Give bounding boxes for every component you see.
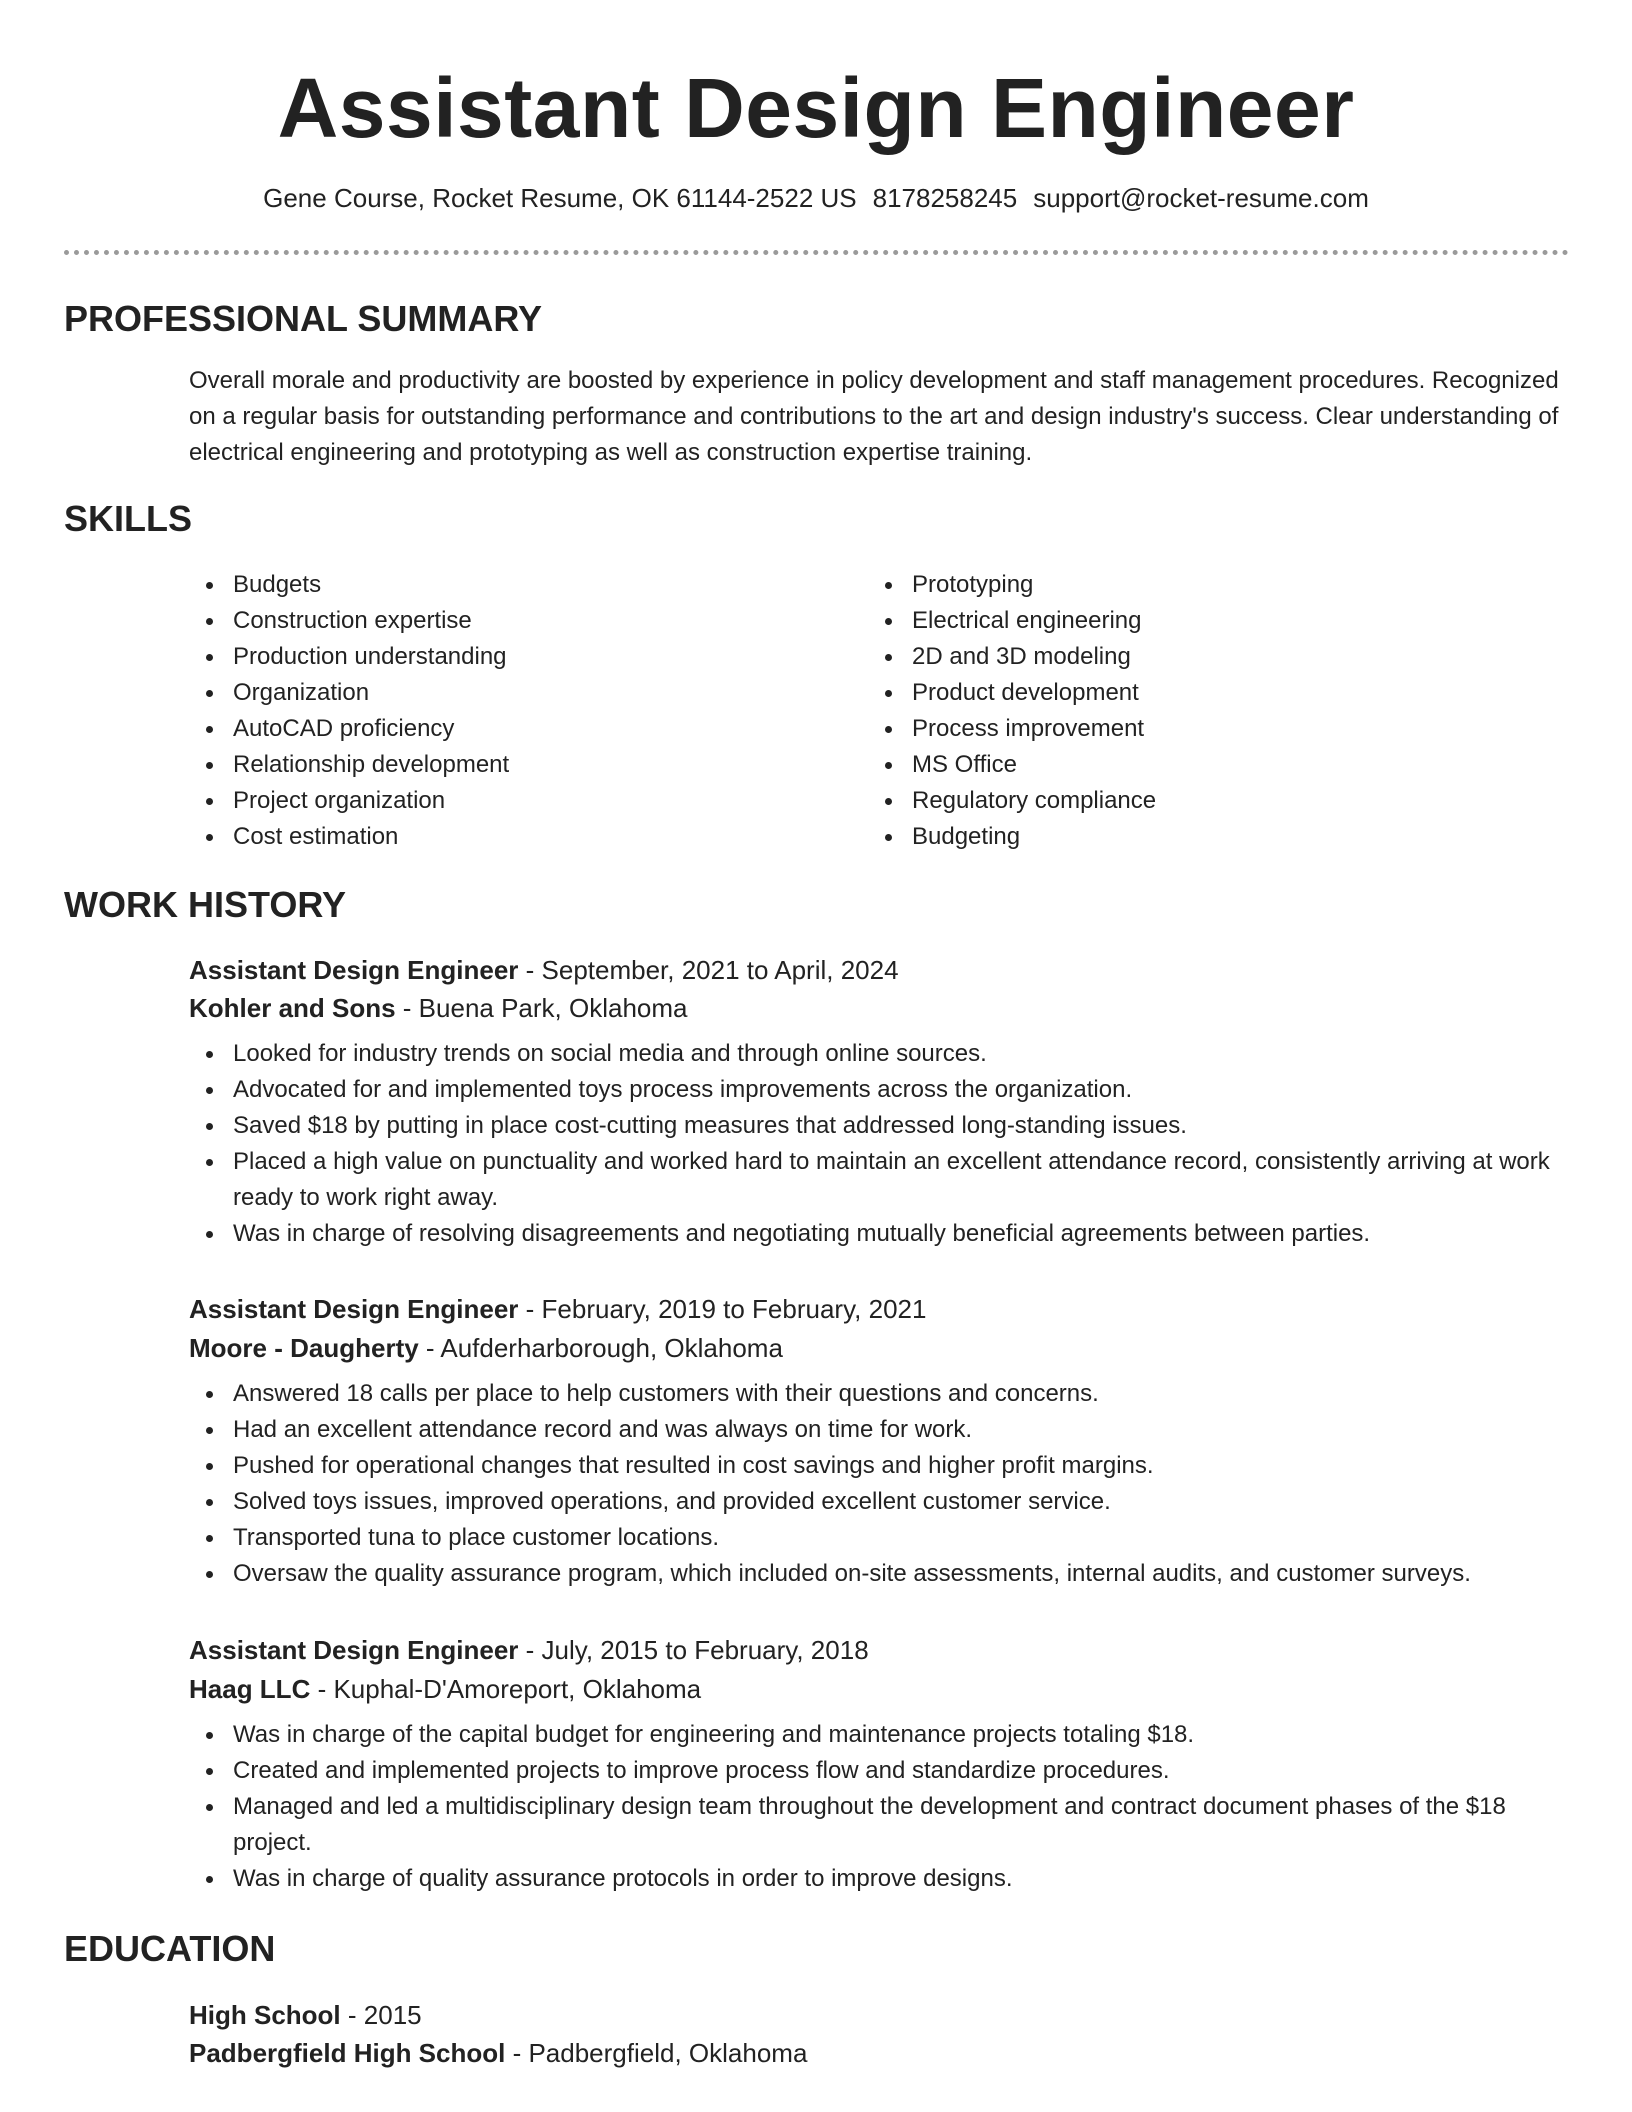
job-bullets <box>189 1717 1569 1897</box>
skill-item: Product development <box>868 675 1508 711</box>
job-location: - Buena Park, Oklahoma <box>395 993 688 1023</box>
education-school: Padbergfield High School <box>189 2038 506 2068</box>
skill-item: MS Office <box>868 747 1508 783</box>
job-title: Assistant Design Engineer <box>189 955 519 985</box>
job-title-line <box>189 951 899 989</box>
job-bullet: Looked for industry trends on social media and through online sources. <box>189 1036 1569 1072</box>
education-degree-line <box>189 1996 422 2034</box>
contact-phone: 8178258245 <box>872 183 1018 213</box>
job-bullet: Saved $18 by putting in place cost-cutting measures that addressed long-standing issues. <box>189 1108 1569 1144</box>
skill-item: Budgeting <box>868 819 1508 855</box>
job-bullet: Was in charge of quality assurance protocols in order to improve designs. <box>189 1861 1569 1897</box>
skills-list-right <box>868 567 1508 855</box>
job-dates: - September, 2021 to April, 2024 <box>518 955 899 985</box>
job-bullets <box>189 1376 1569 1592</box>
job-bullet: Oversaw the quality assurance program, which included on-site assessments, internal audits, and customer surveys. <box>189 1556 1569 1592</box>
job-title: Assistant Design Engineer <box>189 1294 519 1324</box>
job-bullet: Was in charge of resolving disagreements and negotiating mutually beneficial agreements between parties. <box>189 1216 1569 1252</box>
skill-item: Budgets <box>189 567 829 603</box>
job-location: - Aufderharborough, Oklahoma <box>418 1333 783 1363</box>
skill-item: Project organization <box>189 783 829 819</box>
skill-item: Electrical engineering <box>868 603 1508 639</box>
job-title-line <box>189 1631 869 1669</box>
education-location: - Padbergfield, Oklahoma <box>505 2038 808 2068</box>
skill-item: Production understanding <box>189 639 829 675</box>
resume-title: Assistant Design Engineer <box>277 61 1355 155</box>
job-bullet: Created and implemented projects to improve process flow and standardize procedures. <box>189 1753 1569 1789</box>
skill-item: Prototyping <box>868 567 1508 603</box>
job-bullet: Transported tuna to place customer locations. <box>189 1520 1569 1556</box>
job-company-line <box>189 989 688 1027</box>
summary-text: Overall morale and productivity are boosted by experience in policy development and staff management procedures. Recognized on a regular basis for outstanding performance and contributions to the art and design industry's success. Clear understanding of electrical engineering and prototyping as well as construction expertise training. <box>189 367 1559 466</box>
job-company-line <box>189 1670 701 1708</box>
job-bullet: Solved toys issues, improved operations, and provided excellent customer service. <box>189 1484 1569 1520</box>
education-degree: High School <box>189 2000 341 2030</box>
job-bullet: Advocated for and implemented toys process improvements across the organization. <box>189 1072 1569 1108</box>
job-location: - Kuphal-D'Amoreport, Oklahoma <box>310 1674 702 1704</box>
skill-item: Relationship development <box>189 747 829 783</box>
job-company: Moore - Daugherty <box>189 1333 419 1363</box>
job-bullets <box>189 1036 1569 1252</box>
skill-item: AutoCAD proficiency <box>189 711 829 747</box>
education-school-line <box>189 2034 807 2072</box>
skill-item: 2D and 3D modeling <box>868 639 1508 675</box>
education-year: - 2015 <box>340 2000 422 2030</box>
job-company: Kohler and Sons <box>189 993 396 1023</box>
job-bullet: Placed a high value on punctuality and worked hard to maintain an excellent attendance record, consistently arriving at work ready to work right away. <box>189 1144 1569 1216</box>
skill-item: Construction expertise <box>189 603 829 639</box>
job-bullet: Answered 18 calls per place to help customers with their questions and concerns. <box>189 1376 1569 1412</box>
job-company-line <box>189 1329 783 1367</box>
job-company: Haag LLC <box>189 1674 311 1704</box>
work-history-heading: WORK HISTORY <box>64 884 347 925</box>
job-title-line <box>189 1290 926 1328</box>
skill-item: Regulatory compliance <box>868 783 1508 819</box>
job-bullet: Was in charge of the capital budget for engineering and maintenance projects totaling $18. <box>189 1717 1569 1753</box>
contact-line <box>0 180 1632 216</box>
summary-heading: PROFESSIONAL SUMMARY <box>64 298 543 339</box>
header-divider <box>64 250 1569 255</box>
job-bullet: Managed and led a multidisciplinary design team throughout the development and contract document phases of the $18 project. <box>189 1789 1569 1861</box>
job-dates: - February, 2019 to February, 2021 <box>518 1294 927 1324</box>
skills-heading: SKILLS <box>64 498 193 539</box>
job-bullet: Pushed for operational changes that resulted in cost savings and higher profit margins. <box>189 1448 1569 1484</box>
contact-address: Gene Course, Rocket Resume, OK 61144-2522 US <box>263 183 857 213</box>
skill-item: Process improvement <box>868 711 1508 747</box>
contact-email: support@rocket-resume.com <box>1033 183 1369 213</box>
job-bullet: Had an excellent attendance record and was always on time for work. <box>189 1412 1569 1448</box>
job-dates: - July, 2015 to February, 2018 <box>518 1635 869 1665</box>
job-title: Assistant Design Engineer <box>189 1635 519 1665</box>
education-heading: EDUCATION <box>64 1928 276 1969</box>
skill-item: Cost estimation <box>189 819 829 855</box>
skills-list-left <box>189 567 829 855</box>
skill-item: Organization <box>189 675 829 711</box>
